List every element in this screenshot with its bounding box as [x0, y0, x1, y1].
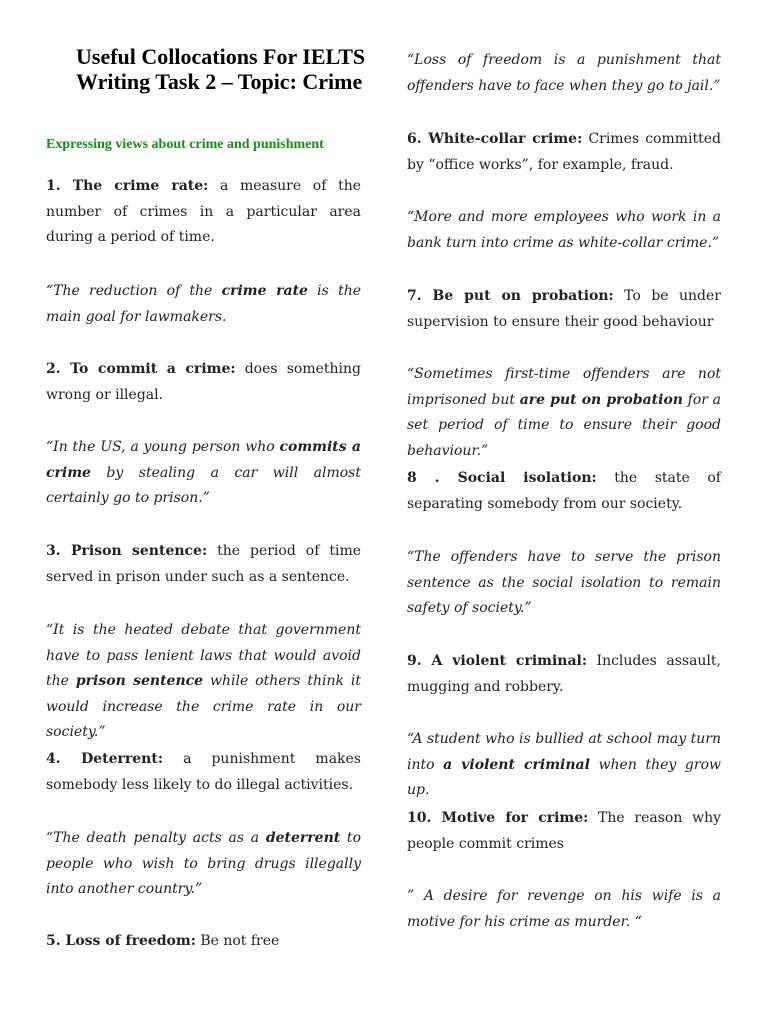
- example-crime-rate: [46, 279, 361, 330]
- example-highlight: are put on probation: [519, 391, 683, 408]
- entry-term: 1. The crime rate:: [46, 178, 209, 194]
- example-deterrent: [46, 826, 361, 903]
- entry-term: 5. Loss of freedom:: [46, 933, 196, 949]
- example-highlight: crime rate: [221, 283, 308, 299]
- entry-definition: a punishment makes somebody less likely to do illegal activities.: [46, 751, 361, 793]
- entry-definition: a measure of the number of crimes in a particular area during a period of time.: [46, 178, 361, 245]
- example-text: “It is the heated debate that government have to pass lenient laws that would avoid the: [46, 622, 361, 689]
- example-text: “Sometimes first-time offenders are not imprisoned but: [407, 366, 721, 408]
- example-text: “Loss of freedom is a punishment that offenders have to face when they go to jail.”: [407, 52, 721, 94]
- entry-motive-for-crime: [407, 806, 721, 857]
- entry-definition: the state of separating somebody from our society.: [407, 470, 721, 512]
- example-text: “The death penalty acts as a: [46, 830, 266, 846]
- entry-definition: Be not free: [195, 933, 280, 949]
- example-prison-sentence: [46, 618, 361, 746]
- entry-term: 2. To commit a crime:: [46, 361, 236, 377]
- example-text: to people who wish to bring drugs illegally into another country.”: [46, 830, 361, 897]
- entry-definition: does something wrong or illegal.: [46, 361, 361, 403]
- entry-deterrent: [46, 747, 361, 798]
- example-loss-of-freedom: [407, 48, 721, 99]
- example-highlight: prison sentence: [75, 673, 204, 689]
- entry-white-collar-crime: [407, 127, 721, 178]
- example-highlight: a violent criminal: [443, 756, 590, 773]
- example-text: “The offenders have to serve the prison sentence as the social isolation to remain safety of society.”: [407, 549, 721, 616]
- example-text: “The reduction of the: [46, 283, 222, 299]
- example-text: while others think it would increase the crime rate in our society.”: [46, 673, 362, 740]
- example-highlight: deterrent: [265, 830, 341, 846]
- example-highlight: commits a crime: [46, 439, 361, 481]
- example-text: “More and more employees who work in a bank turn into crime as white-collar crime.”: [407, 209, 721, 251]
- entry-probation: [407, 284, 721, 335]
- entry-social-isolation: [407, 466, 721, 517]
- example-text: is the main goal for lawmakers.: [46, 283, 361, 325]
- entry-term: 7. Be put on probation:: [407, 288, 614, 304]
- entry-loss-of-freedom: [46, 929, 361, 955]
- example-text: by stealing a car will almost certainly go to prison.”: [46, 464, 361, 506]
- entry-term: 4. Deterrent:: [46, 751, 163, 767]
- entry-violent-criminal: [407, 649, 721, 700]
- example-text: “In the US, a young person who: [46, 439, 280, 455]
- example-white-collar-crime: [407, 205, 721, 256]
- example-text: when they grow up.: [407, 756, 721, 798]
- page-title: Useful Collocations For IELTS Writing Task 2 – Topic: Crime: [76, 44, 366, 94]
- entry-term: 8 . Social isolation:: [407, 470, 597, 486]
- entry-term: 6. White-collar crime:: [407, 131, 583, 147]
- example-text: “A student who is bullied at school may turn into: [407, 731, 721, 773]
- entry-crime-rate: [46, 174, 361, 251]
- example-social-isolation: [407, 545, 721, 622]
- entry-definition: The reason why people commit crimes: [407, 810, 721, 852]
- entry-term: 9. A violent criminal:: [407, 653, 588, 669]
- example-probation: [407, 362, 721, 464]
- example-text: for a set period of time to ensure their good behaviour.”: [407, 391, 721, 459]
- entry-definition: Crimes committed by “office works”, for example, fraud.: [407, 131, 721, 173]
- entry-definition: the period of time served in prison under such as a sentence.: [46, 543, 362, 585]
- entry-definition: To be under supervision to ensure their good behaviour: [407, 288, 721, 330]
- example-commit-crime: [46, 435, 361, 512]
- section-subtitle: Expressing views about crime and punishment: [46, 137, 324, 152]
- entry-commit-crime: [46, 357, 361, 408]
- entry-definition: Includes assault, mugging and robbery.: [407, 653, 721, 695]
- example-text: ” A desire for revenge on his wife is a motive for his crime as murder. “: [407, 888, 721, 930]
- example-motive-for-crime: [407, 884, 721, 935]
- entry-prison-sentence: [46, 539, 361, 590]
- entry-term: 3. Prison sentence:: [46, 543, 208, 559]
- entry-term: 10. Motive for crime:: [407, 810, 589, 826]
- example-violent-criminal: [407, 727, 721, 804]
